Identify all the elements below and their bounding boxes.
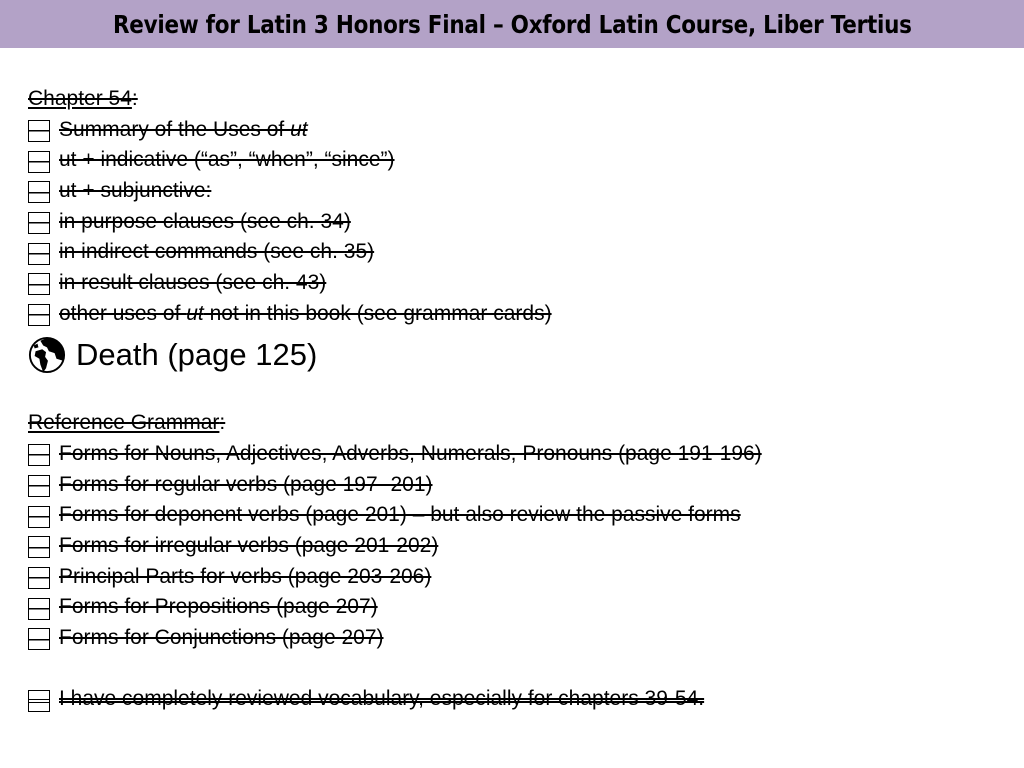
vocabulary-checklist-item: I have completely reviewed vocabulary, especially for chapters 39-54. xyxy=(28,684,762,715)
checkbox[interactable] xyxy=(28,444,50,466)
checklist-item: ut + subjunctive: xyxy=(28,176,762,207)
checklist-item: Forms for Prepositions (page 207) xyxy=(28,592,762,623)
checkbox[interactable] xyxy=(28,181,50,203)
globe-icon xyxy=(28,336,66,374)
checklist-item: in purpose clauses (see ch. 34) xyxy=(28,207,762,238)
reading-item: Death (page 125) xyxy=(28,332,762,378)
checkbox[interactable] xyxy=(28,304,50,326)
checklist-item: Forms for regular verbs (page 197- 201) xyxy=(28,470,762,501)
checkbox[interactable] xyxy=(28,628,50,650)
checkbox[interactable] xyxy=(28,690,50,712)
checkbox[interactable] xyxy=(28,120,50,142)
checkbox[interactable] xyxy=(28,151,50,173)
checklist-item: Forms for deponent verbs (page 201) – but also review the passive forms xyxy=(28,500,762,531)
checklist xyxy=(28,84,762,715)
checklist-item: Forms for irregular verbs (page 201-202) xyxy=(28,531,762,562)
reference-grammar-heading: Reference Grammar : xyxy=(28,411,226,435)
page-title: Review for Latin 3 Honors Final – Oxford Latin Course, Liber Tertius xyxy=(112,9,912,39)
chapter-54-heading: Chapter 54 : xyxy=(28,87,138,110)
checkbox[interactable] xyxy=(28,212,50,234)
checklist-item: Forms for Conjunctions (page 207) xyxy=(28,623,762,654)
checklist-item: in indirect commands (see ch. 35) xyxy=(28,237,762,268)
checkbox[interactable] xyxy=(28,536,50,558)
checklist-item: Summary of the Uses of ut xyxy=(28,115,762,146)
checklist-item: Forms for Nouns, Adjectives, Adverbs, Numerals, Pronouns (page 191-196) xyxy=(28,439,762,470)
checkbox[interactable] xyxy=(28,273,50,295)
checklist-item: ut + indicative (“as”, “when”, “since”) xyxy=(28,145,762,176)
checklist-item: other uses of ut not in this book (see grammar cards) xyxy=(28,299,762,330)
checkbox[interactable] xyxy=(28,243,50,265)
checklist-item: Principal Parts for verbs (page 203-206) xyxy=(28,562,762,593)
title-banner xyxy=(0,0,1024,48)
checkbox[interactable] xyxy=(28,475,50,497)
checkbox[interactable] xyxy=(28,598,50,620)
checkbox[interactable] xyxy=(28,567,50,589)
checkbox[interactable] xyxy=(28,506,50,528)
checklist-item: in result clauses (see ch. 43) xyxy=(28,268,762,299)
